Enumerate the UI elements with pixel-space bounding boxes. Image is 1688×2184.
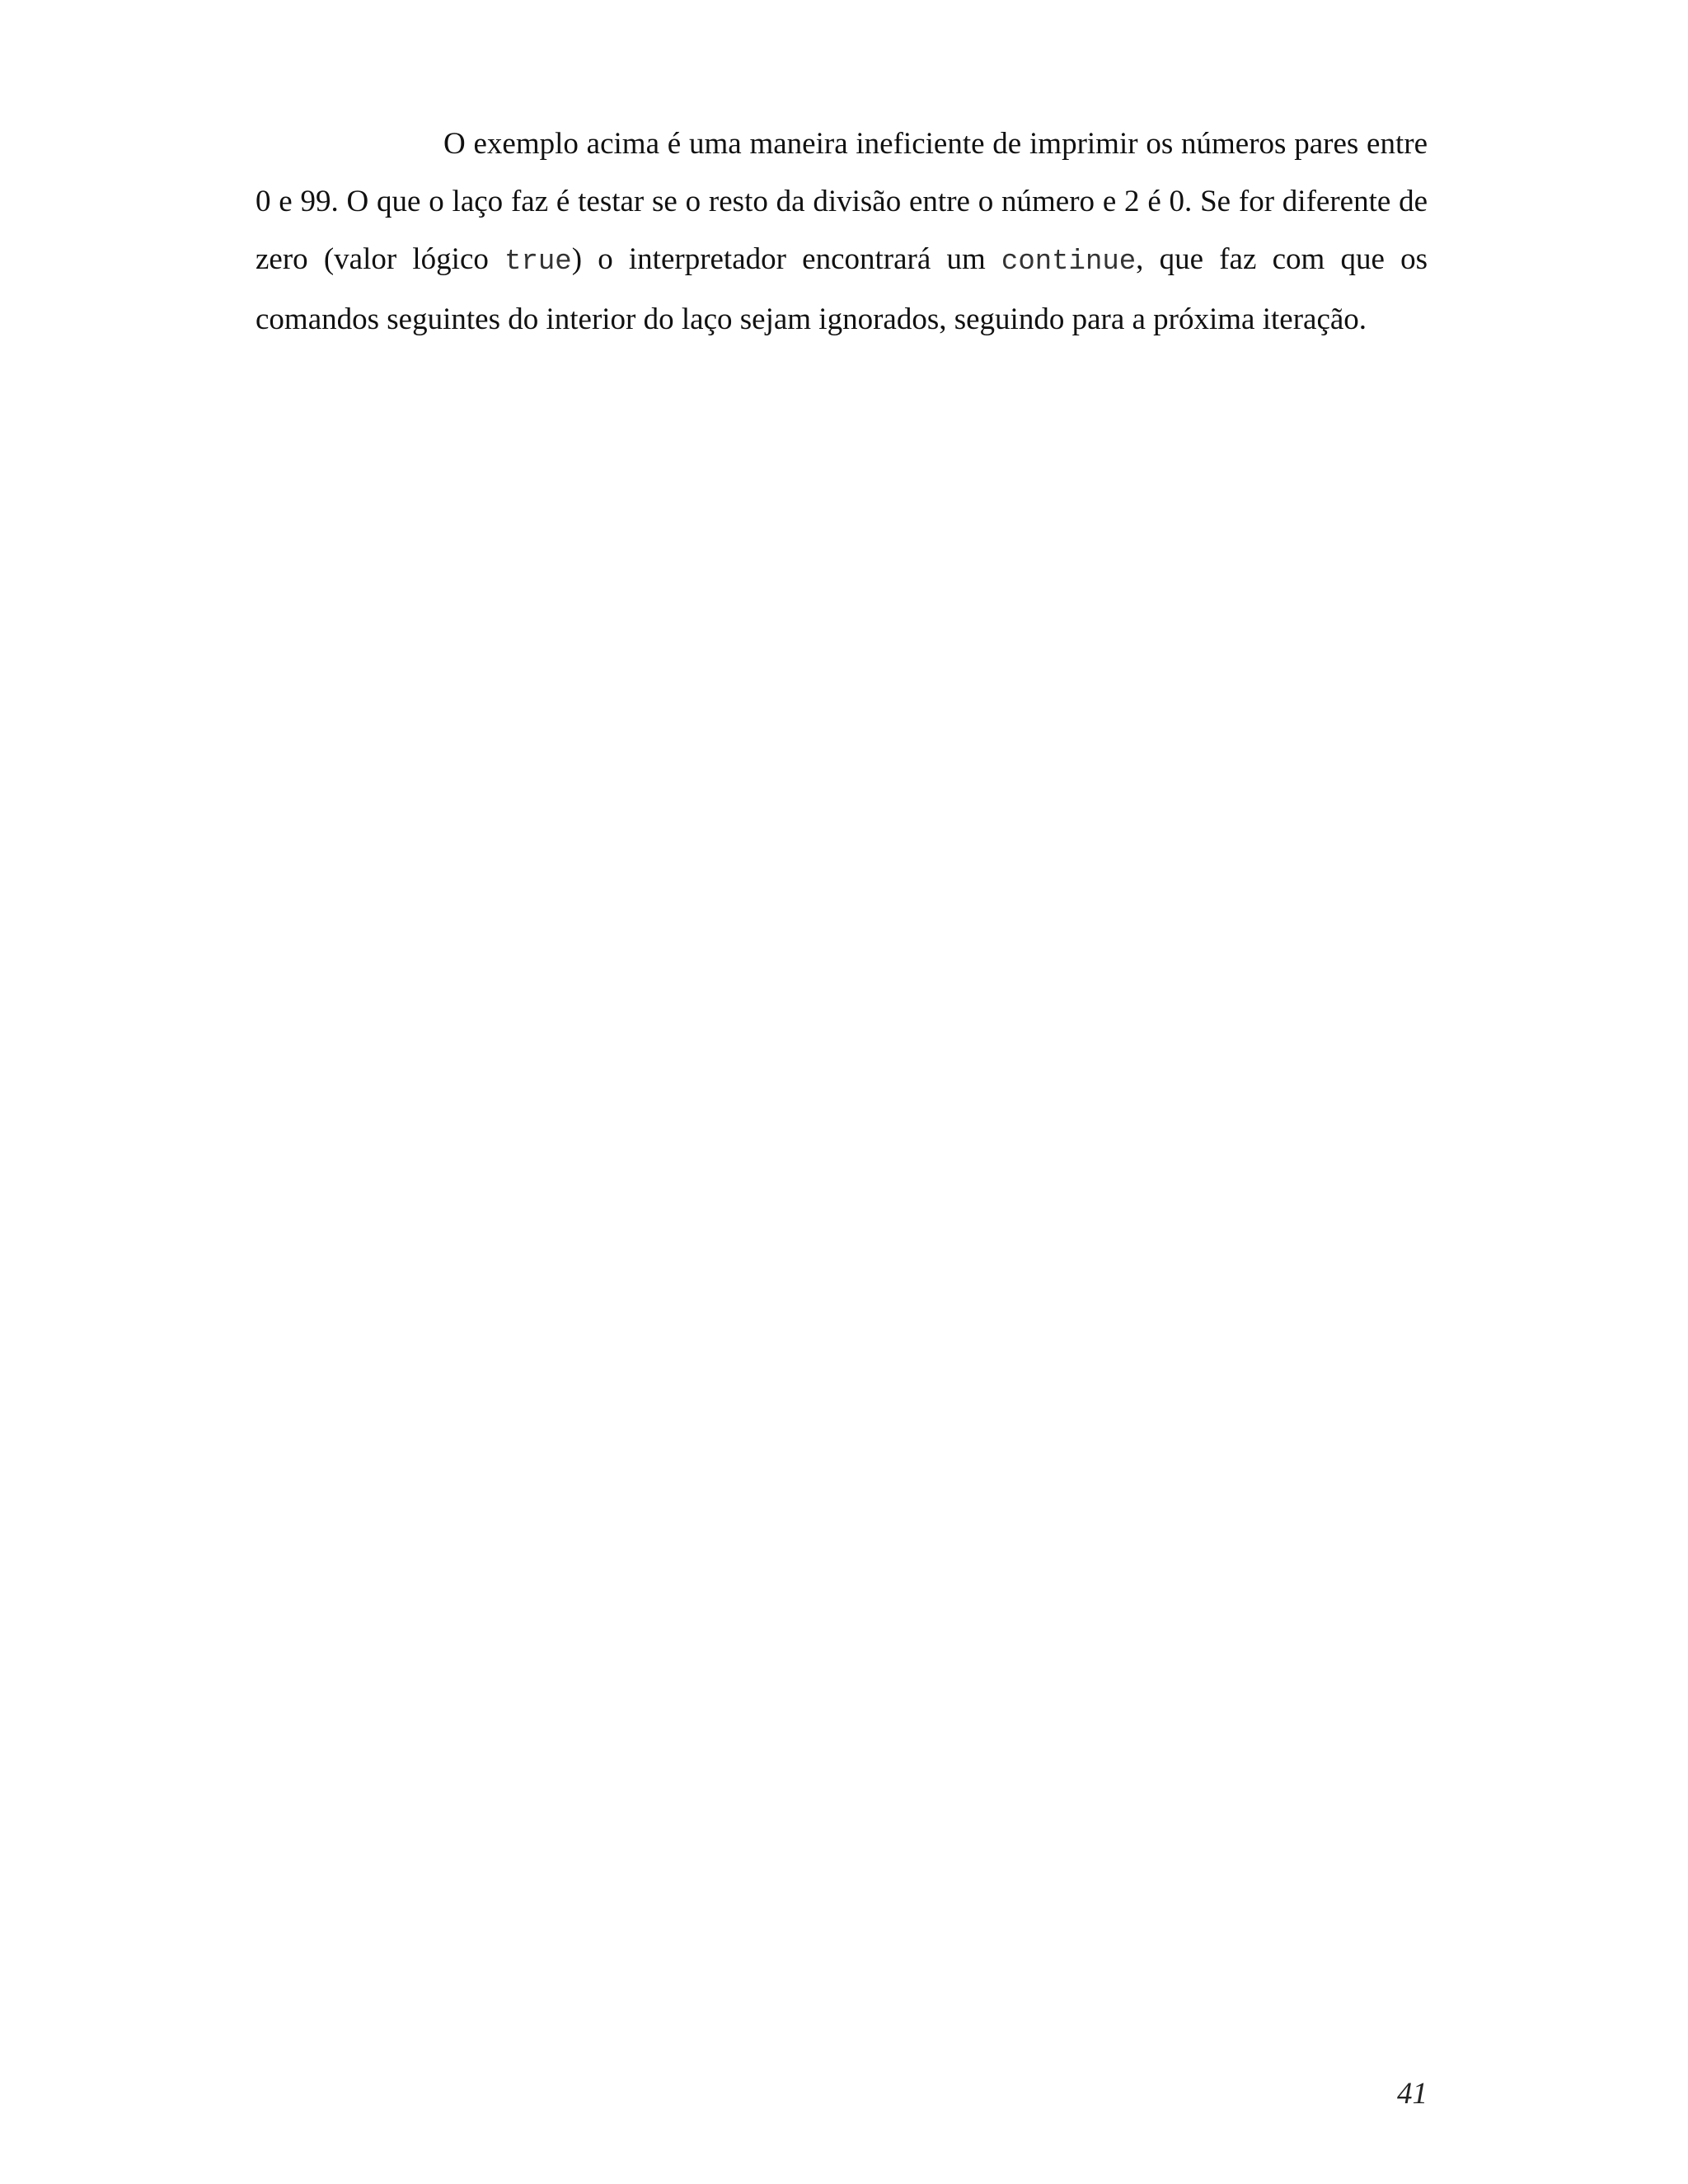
code-continue: continue [1001, 246, 1137, 278]
code-true: true [504, 246, 572, 278]
paragraph-text-part-2: ) o interpretador encontrará um [571, 242, 1001, 276]
page-number: 41 [1397, 2077, 1428, 2111]
paragraph-text-part-1: O exemplo acima é uma maneira ineficiente de imprimir os números pares entre 0 e 99. O que o laço faz é testar se o resto da divisão entre o número e 2 é 0. Se for diferente de zero (valor lógico [256, 127, 1428, 276]
body-paragraph [256, 115, 1428, 349]
paragraph-text-part-3: , que faz com que os comandos seguintes do interior do laço sejam ignorados, seguindo para a próxima iteração. [256, 242, 1428, 336]
